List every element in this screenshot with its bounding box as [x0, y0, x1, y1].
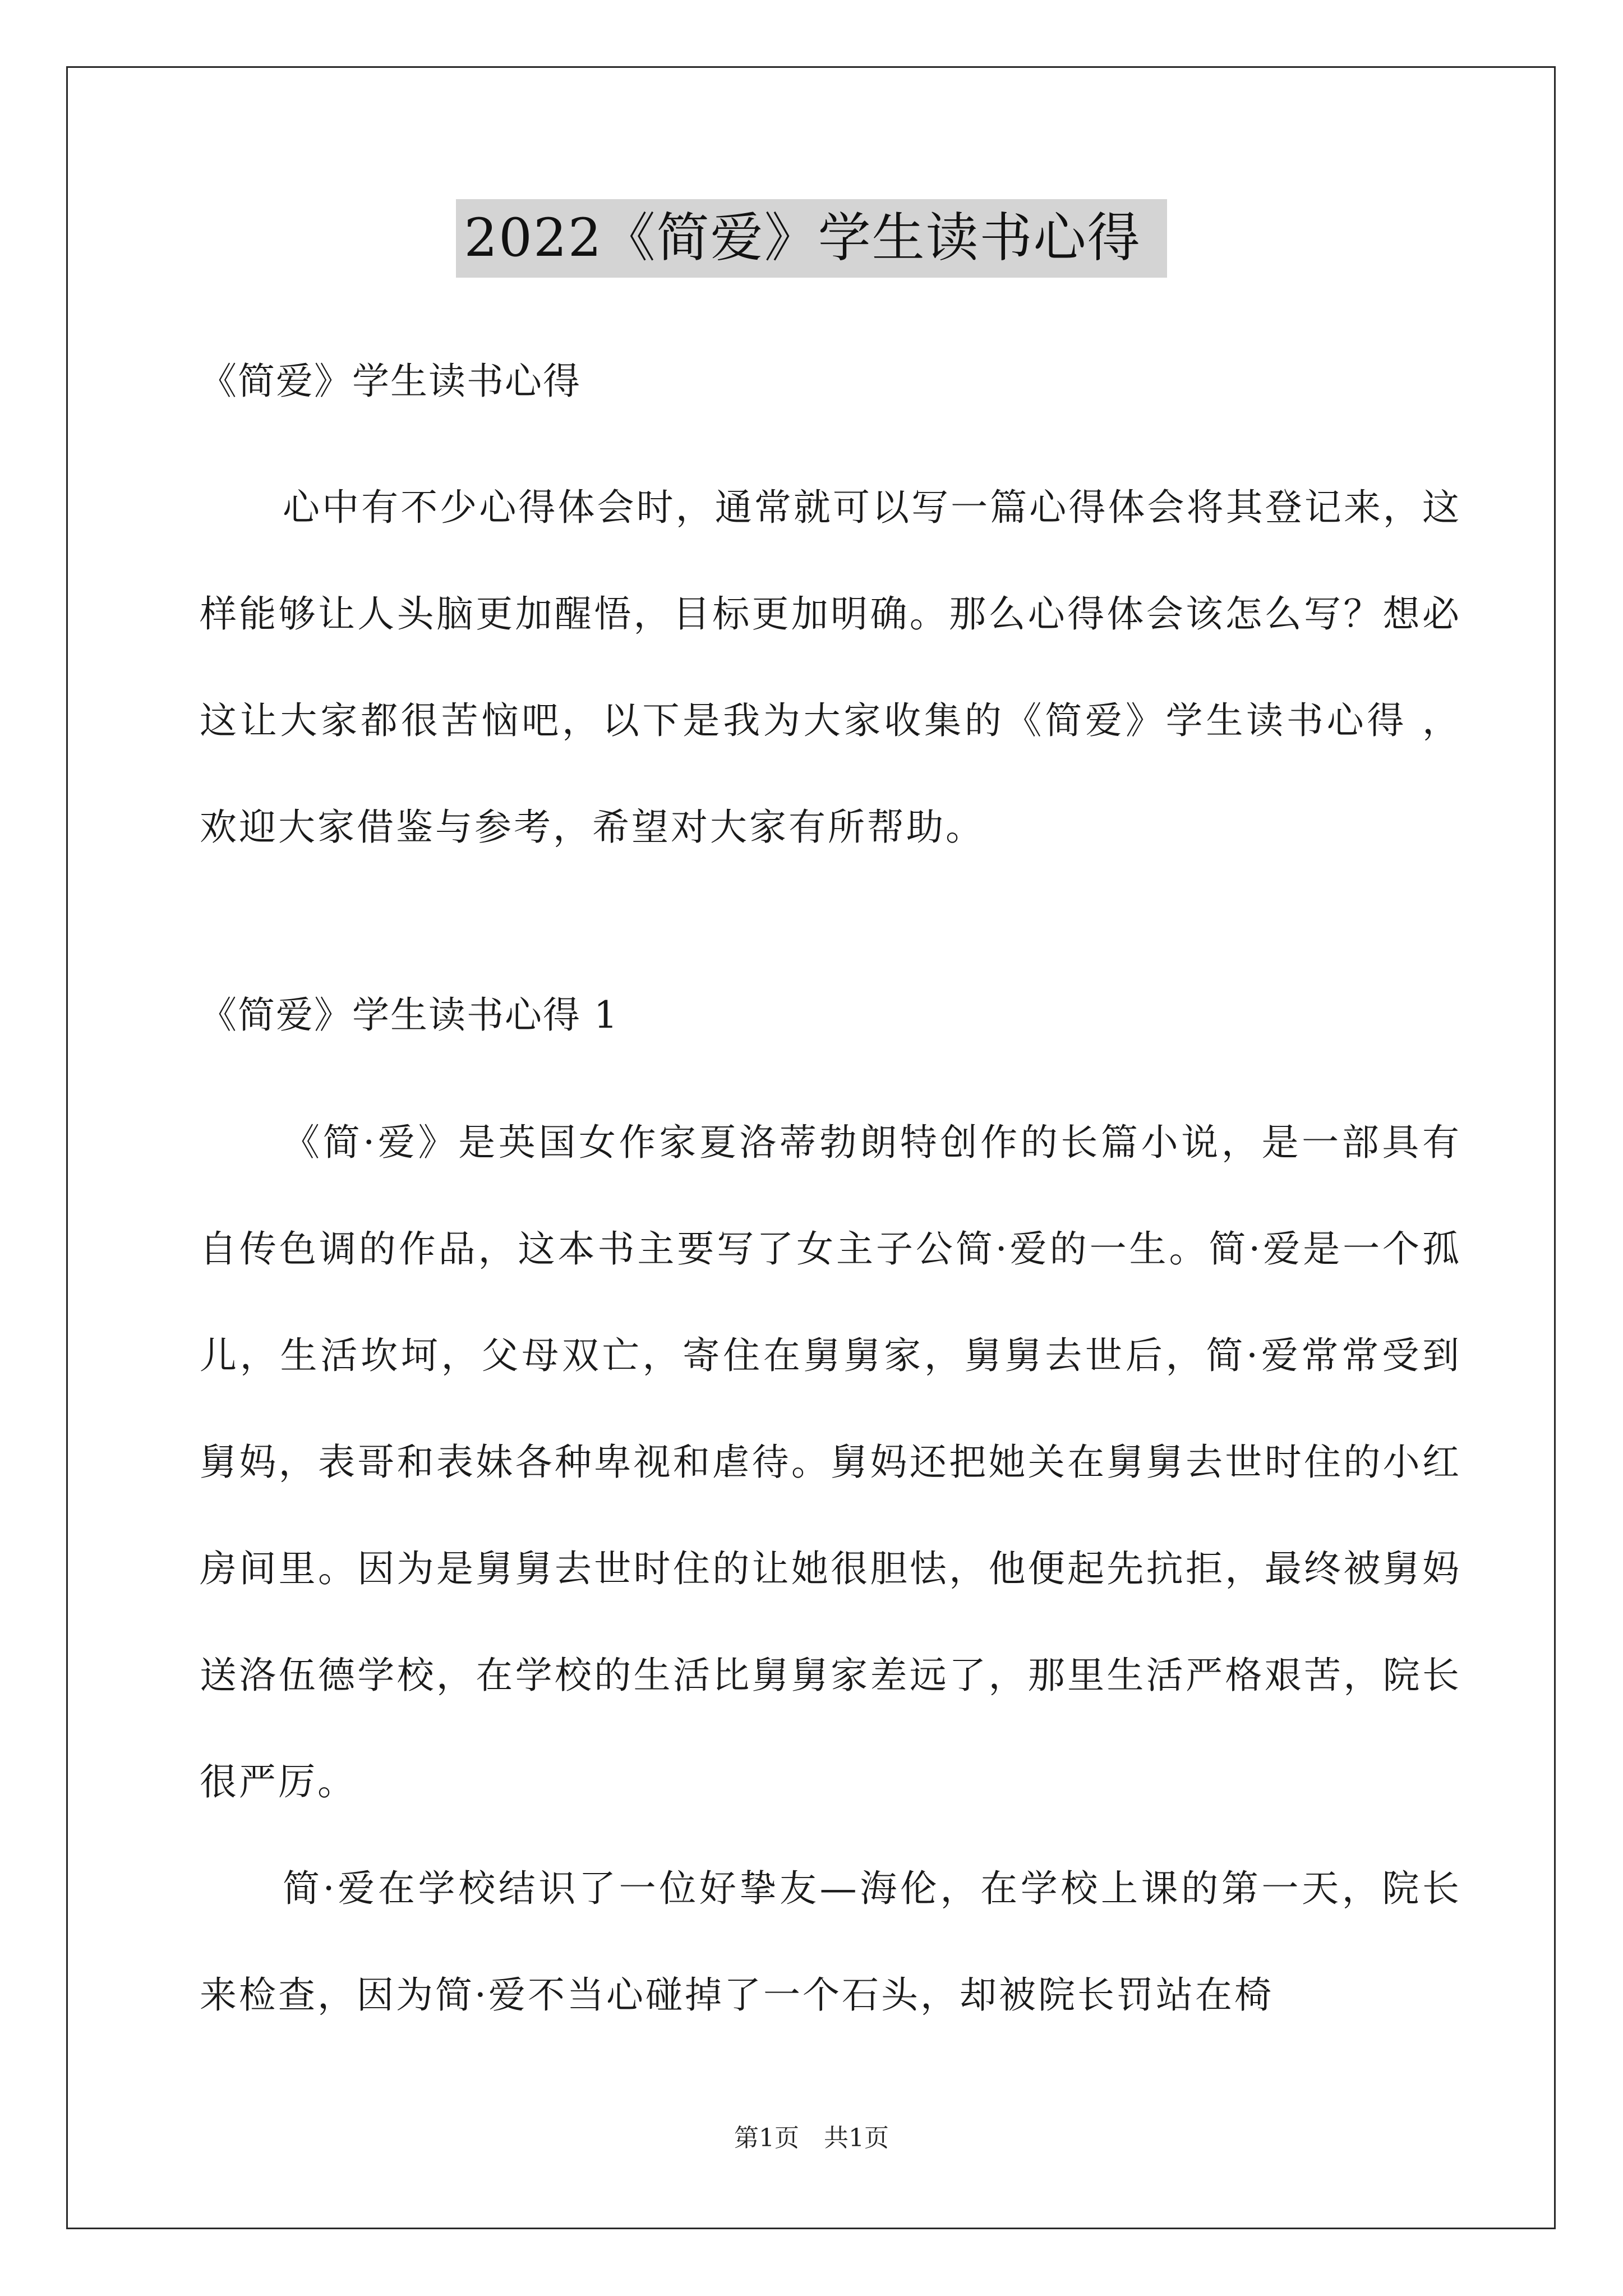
title-container [0, 199, 1623, 278]
body-paragraph-2: 简·爱在学校结识了一位好挚友—海伦，在学校上课的第一天，院长来检查，因为简·爱不当心碰掉了一个石头，却被院长罚站在椅 [200, 1867, 1461, 2017]
section-heading: 《简爱》学生读书心得 1 [200, 993, 619, 1037]
document-title: 2022《简爱》学生读书心得 [456, 199, 1166, 278]
page-footer: 第1页 共1页 [734, 2124, 889, 2152]
intro-paragraph: 心中有不少心得体会时，通常就可以写一篇心得体会将其登记来，这样能够让人头脑更加醒悟，目标更加明确。那么心得体会该怎么写？想必这让大家都很苦恼吧，以下是我为大家收集的《简爱》学生读书心得 ，欢迎大家借鉴与参考，希望对大家有所帮助。 [200, 486, 1461, 849]
body-paragraph-1: 《简·爱》是英国女作家夏洛蒂勃朗特创作的长篇小说，是一部具有自传色调的作品，这本书主要写了女主子公简·爱的一生。简·爱是一个孤儿，生活坎坷，父母双亡，寄住在舅舅家，舅舅去世后，简·爱常常受到舅妈，表哥和表妹各种卑视和虐待。舅妈还把她关在舅舅去世时住的小红房间里。因为是舅舅去世时住的让她很胆怯，他便起先抗拒，最终被舅妈送洛伍德学校，在学校的生活比舅舅家差远了，那里生活严格艰苦，院长很严厉。 [200, 1121, 1461, 1803]
document-subtitle: 《简爱》学生读书心得 [200, 360, 581, 403]
document-body [200, 314, 1461, 2049]
